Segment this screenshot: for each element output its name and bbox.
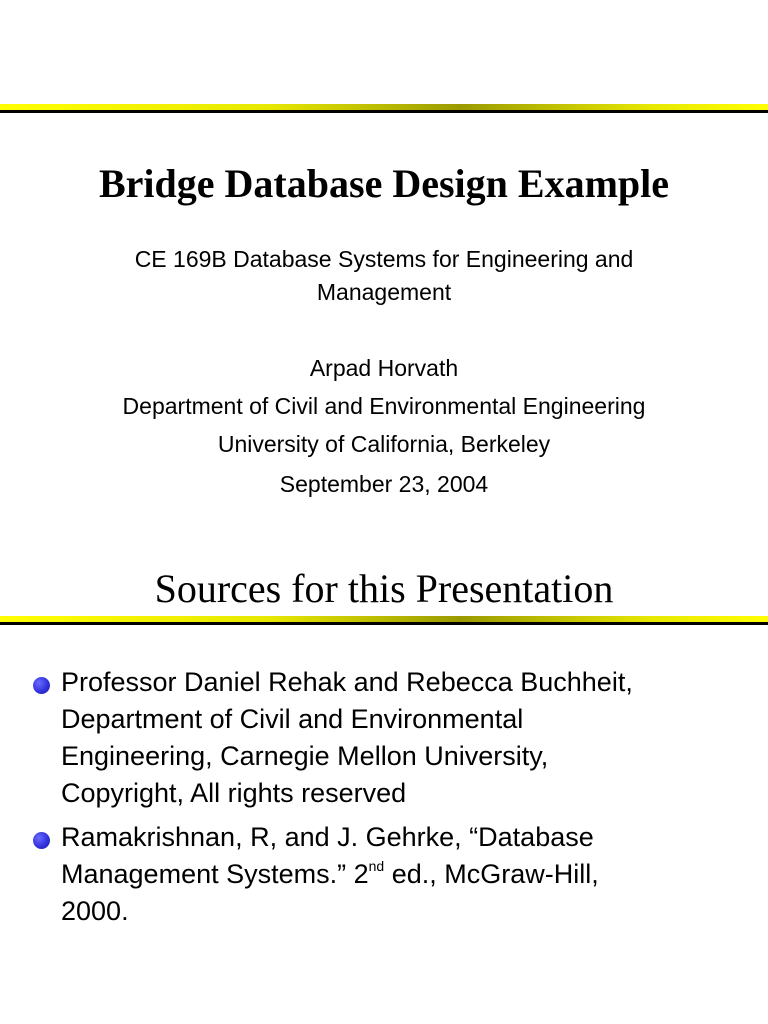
bullet-text-line: Ramakrishnan, R, and J. Gehrke, “Database xyxy=(61,822,594,852)
list-item xyxy=(0,664,768,812)
slide2-title: Sources for this Presentation xyxy=(154,566,614,611)
list-item xyxy=(0,819,768,930)
course-line-1: CE 169B Database Systems for Engineering and xyxy=(134,246,634,272)
bullet-text-line: Engineering, Carnegie Mellon University, xyxy=(61,741,549,771)
middle-divider-rule xyxy=(0,616,768,626)
presentation-date: September 23, 2004 xyxy=(279,471,489,497)
bullet-text-line: Professor Daniel Rehak and Rebecca Buchheit, xyxy=(61,667,633,697)
bullet-text-line xyxy=(61,856,768,893)
ordinal-superscript: nd xyxy=(368,858,385,874)
citation-text-part: ed., McGraw-Hill, xyxy=(384,859,599,889)
sources-list xyxy=(0,664,768,937)
course-line-2: Management xyxy=(316,279,452,305)
bullet-text-line: Copyright, All rights reserved xyxy=(61,778,407,808)
top-divider-rule xyxy=(0,104,768,114)
bullet-text-line: Department of Civil and Environmental xyxy=(61,704,524,734)
author-name: Arpad Horvath xyxy=(309,355,459,381)
bullet-icon xyxy=(33,677,50,694)
slide1-title: Bridge Database Design Example xyxy=(99,161,669,206)
bullet-text-line: 2000. xyxy=(61,896,129,926)
citation-text-part: Management Systems.” 2 xyxy=(61,859,369,889)
department-name: Department of Civil and Environmental Engineering xyxy=(122,393,646,419)
bullet-icon xyxy=(33,832,50,849)
university-name: University of California, Berkeley xyxy=(217,431,551,457)
